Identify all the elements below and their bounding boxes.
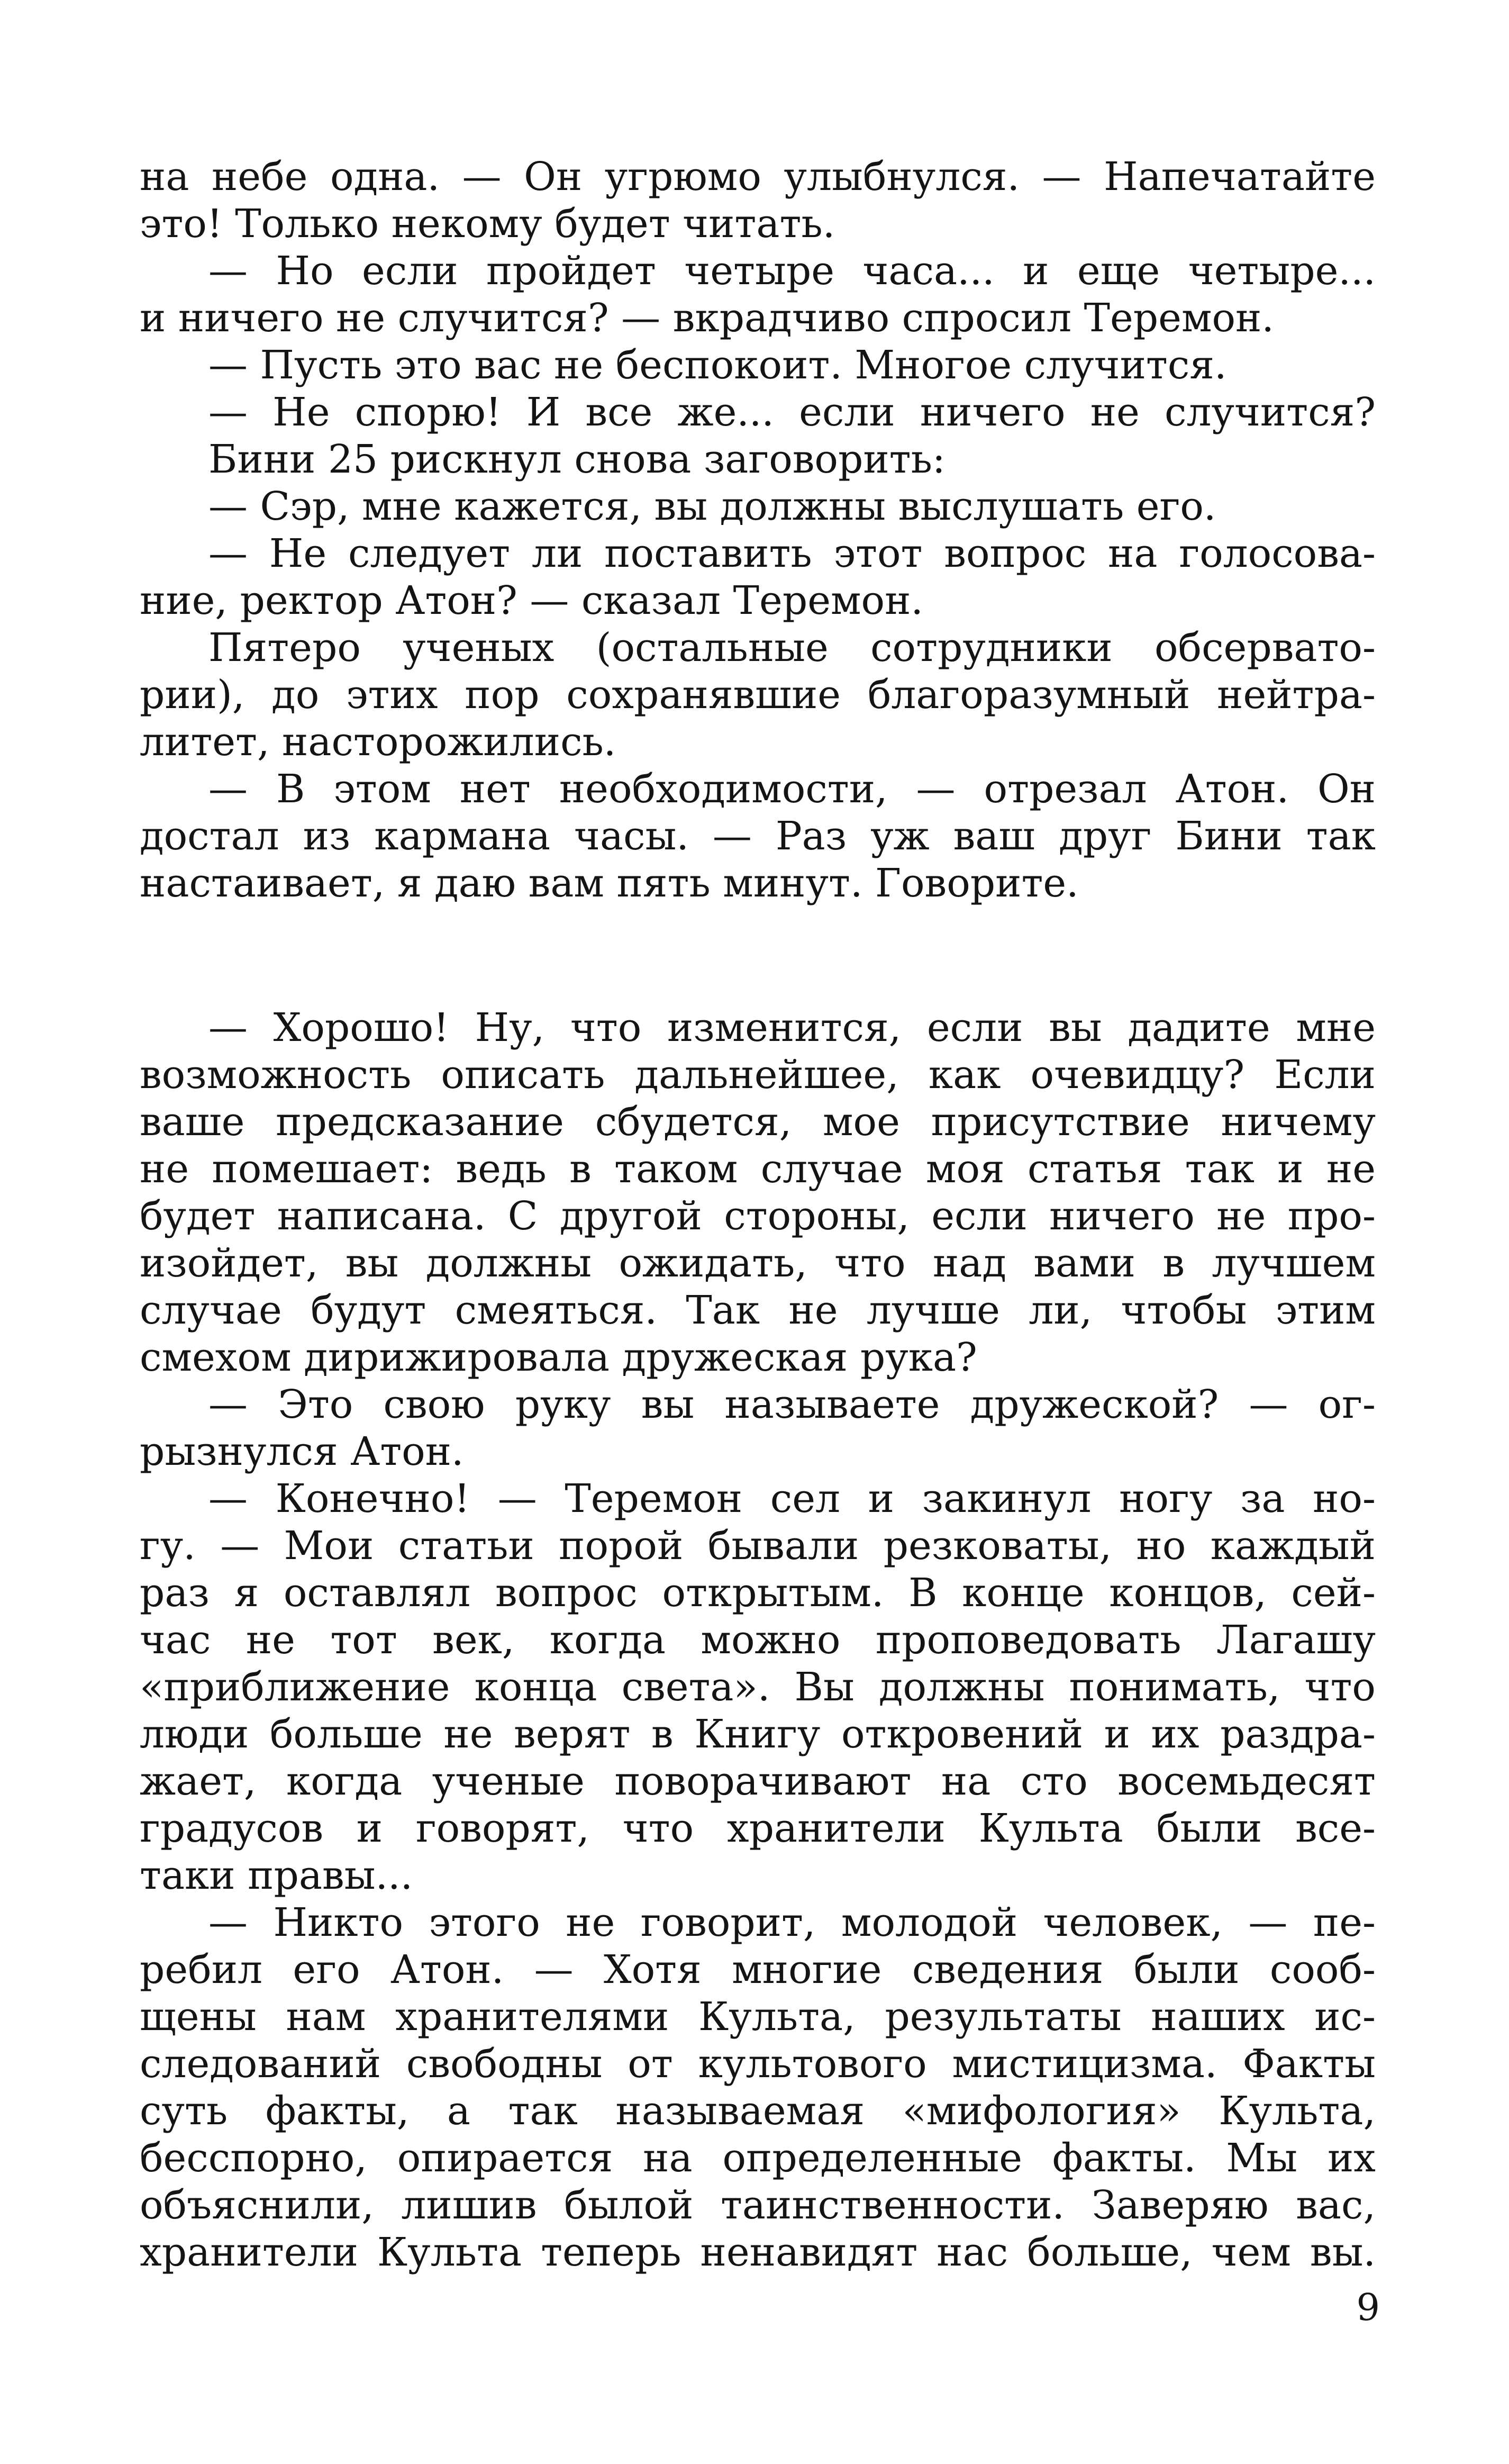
text-line: ваше предсказание сбудется, мое присутствие ничему bbox=[140, 1099, 1376, 1145]
text-line: люди больше не верят в Книгу откровений и их раздра- bbox=[140, 1711, 1376, 1757]
text-line: — Но если пройдет четыре часа... и еще четыре... bbox=[208, 248, 1376, 294]
text-line: гу. — Мои статьи порой бывали резковаты, но каждый bbox=[140, 1523, 1376, 1569]
text-line: ние, ректор Атон? — сказал Теремон. bbox=[140, 578, 923, 623]
text-line: объяснили, лишив былой таинственности. Заверяю вас, bbox=[140, 2182, 1376, 2228]
text-line: — Не спорю! И все же... если ничего не случится? bbox=[208, 389, 1376, 435]
text-line: раз я оставлял вопрос открытым. В конце концов, сей- bbox=[140, 1570, 1376, 1616]
text-line: смехом дирижировала дружеская рука? bbox=[140, 1335, 977, 1380]
text-line: «приближение конца света». Вы должны понимать, что bbox=[140, 1664, 1376, 1710]
text-line: — Это свою руку вы называете дружеской? — ог- bbox=[208, 1382, 1376, 1427]
text-line: следований свободны от культового мистицизма. Факты bbox=[140, 2041, 1376, 2087]
text-line: — Сэр, мне кажется, вы должны выслушать его. bbox=[208, 484, 1216, 529]
text-line: — Конечно! — Теремон сел и закинул ногу за но- bbox=[208, 1476, 1376, 1521]
text-line: — Хорошо! Ну, что изменится, если вы дадите мне bbox=[208, 1005, 1376, 1050]
text-line: и ничего не случится? — вкрадчиво спросил Теремон. bbox=[140, 295, 1274, 341]
text-line: таки правы... bbox=[140, 1853, 413, 1898]
text-line: щены нам хранителями Культа, результаты наших ис- bbox=[140, 1994, 1376, 2040]
text-line: — Не следует ли поставить этот вопрос на голосова- bbox=[208, 531, 1376, 576]
text-line: ребил его Атон. — Хотя многие сведения были сооб- bbox=[140, 1947, 1376, 1992]
text-block-bottom bbox=[140, 1004, 1376, 2276]
text-line: бесспорно, опирается на определенные факты. Мы их bbox=[140, 2135, 1376, 2181]
text-line: это! Только некому будет читать. bbox=[140, 201, 835, 247]
text-line: возможность описать дальнейшее, как очевидцу? Если bbox=[140, 1052, 1376, 1098]
text-line: — В этом нет необходимости, — отрезал Атон. Он bbox=[208, 766, 1376, 812]
text-line: — Пусть это вас не беспокоит. Многое случится. bbox=[208, 342, 1227, 388]
text-line: рызнулся Атон. bbox=[140, 1429, 464, 1474]
text-line: не помешает: ведь в таком случае моя статья так и не bbox=[140, 1146, 1376, 1192]
text-line: литет, насторожились. bbox=[140, 719, 616, 765]
text-line: случае будут смеяться. Так не лучше ли, чтобы этим bbox=[140, 1288, 1376, 1333]
text-line: градусов и говорят, что хранители Культа были все- bbox=[140, 1806, 1376, 1851]
text-line: Пятеро ученых (остальные сотрудники обсервато- bbox=[208, 625, 1376, 671]
text-line: хранители Культа теперь ненавидят нас больше, чем вы. bbox=[140, 2230, 1376, 2275]
text-block-top bbox=[140, 153, 1376, 907]
page-number: 9 bbox=[1356, 2286, 1380, 2329]
text-line: суть факты, а так называемая «мифология» Культа, bbox=[140, 2088, 1376, 2134]
text-line: изойдет, вы должны ожидать, что над вами в лучшем bbox=[140, 1240, 1376, 1286]
text-line: рии), до этих пор сохранявшие благоразумный нейтра- bbox=[140, 672, 1376, 718]
text-line: настаивает, я даю вам пять минут. Говорите. bbox=[140, 860, 1079, 906]
text-line: на небе одна. — Он угрюмо улыбнулся. — Напечатайте bbox=[140, 154, 1376, 200]
text-line: жает, когда ученые поворачивают на сто восемьдесят bbox=[140, 1759, 1376, 1804]
text-line: час не тот век, когда можно проповедовать Лагашу bbox=[140, 1617, 1376, 1663]
text-line: — Никто этого не говорит, молодой человек, — пе- bbox=[208, 1900, 1376, 1945]
text-line: будет написана. С другой стороны, если ничего не про- bbox=[140, 1193, 1376, 1239]
text-line: достал из кармана часы. — Раз уж ваш друг Бини так bbox=[140, 813, 1376, 859]
text-line: Бини 25 рискнул снова заговорить: bbox=[208, 437, 946, 482]
